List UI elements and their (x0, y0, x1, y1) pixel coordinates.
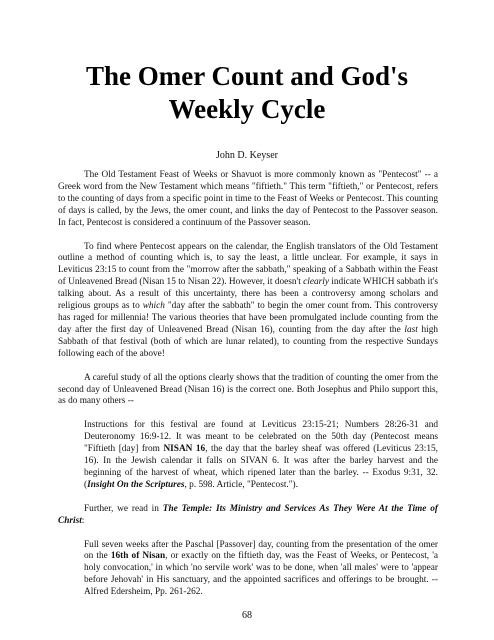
q1-text-b: , the day that the barley sheaf was offered (Leviticus 23:15, 16). In the Jewish calendar it falls on SIVAN 6. It was after the barley harvest and the beginning of the harvest of wheat, which ripened later than the barley. -- Exodus 9:31, 32. ( (84, 444, 439, 490)
page-title (40, 60, 454, 126)
paragraph-1: The Old Testament Feast of Weeks or Shavuot is more commonly known as "Pentecost" -- a Greek word from the New Testament which means "fiftieth." This term "fiftieth," or Pentecost, refers to the counting of days from a specific point in time to the Feast of Weeks or Pentecost. This counting of days is called, by the Jews, the omer count, and links the day of Pentecost to the Passover season. In fact, Pentecost is considered a continuum of the Passover season. (58, 170, 438, 228)
q2-bold-nisan: 16th of Nisan (110, 551, 166, 562)
quote-insight (84, 420, 438, 491)
title-line-1: The Omer Count and God's (85, 61, 409, 91)
p2-emphasis-clearly: clearly (303, 277, 329, 288)
title-line-2: Weekly Cycle (168, 94, 326, 124)
q2-text-b: , or exactly on the fiftieth day, was the Feast of Weeks, or Pentecost, 'a holy convocation,' in which 'no servile work' was to be done, when 'all males' were to 'appear before Jehovah' in His sanctuary, and the appointed sacrifices and offerings to be brought. -- Alfred Edersheim, Pp. 261-262. (84, 551, 439, 598)
p4-text-b: : (81, 515, 85, 526)
body-text (58, 170, 438, 611)
paragraph-3: A careful study of all the options clearly shows that the tradition of counting the omer from the second day of Unleavened Bread (Nisan 16) is the correct one. Both Josephus and Philo support this, as do many others -- (58, 372, 438, 407)
q1-text-a: Instructions for this festival are found at Leviticus 23:15-21; Numbers 28:26-31 and Deuteronomy 16:9-12. It was meant to be celebrated on the 50th day (Pentecost means "Fiftieth [day] from (84, 420, 438, 455)
q2-text-a: Full seven weeks after the Paschal [Passover] day, counting from the presentation of the omer on the (84, 539, 438, 562)
q1-text-c: , p. 598. Article, "Pentecost."). (184, 479, 298, 490)
p2-emphasis-last: last (404, 324, 418, 335)
q1-book-title: Insight On the Scriptures (87, 479, 185, 490)
paragraph-2 (58, 242, 438, 361)
p2-text-c: "day after the sabbath" to begin the omer count from. This controversy has raged for millennia! The various theories that have been promulgated include counting from the day after the first day of Unleavened Bread (Nisan 16), counting from the day after the (58, 301, 438, 335)
quote-edersheim (84, 540, 438, 600)
author-name: John D. Keyser (216, 150, 278, 161)
p2-emphasis-which: which (142, 301, 165, 312)
p2-text-a: To find where Pentecost appears on the calendar, the English translators of the Old Testament outline a method of counting which is, to say the least, a little unclear. For example, it says in Leviticus 23:15 to count from the "morrow after the sabbath," speaking of a Sabbath within the Feast of Unleavened Bread (Nisan 15 to Nisan 22). However, it doesn't (58, 241, 438, 288)
paragraph-4 (58, 504, 438, 528)
p2-text-d: high Sabbath of that festival (both of which are lunar related), to counting from the respective Sundays following each of the above! (58, 324, 438, 359)
p4-book-title: The Temple: Its Ministry and Services As They Were At the Time of Christ (58, 503, 439, 526)
page-number: 68 (242, 610, 252, 621)
p2-text-b: indicate WHICH sabbath it's talking about. As a result of this uncertainty, there has been a controversy among scholars and religious groups as to (58, 277, 438, 312)
q1-bold-nisan16: NISAN 16 (163, 444, 206, 455)
p4-text-a: Further, we read in (84, 503, 163, 514)
